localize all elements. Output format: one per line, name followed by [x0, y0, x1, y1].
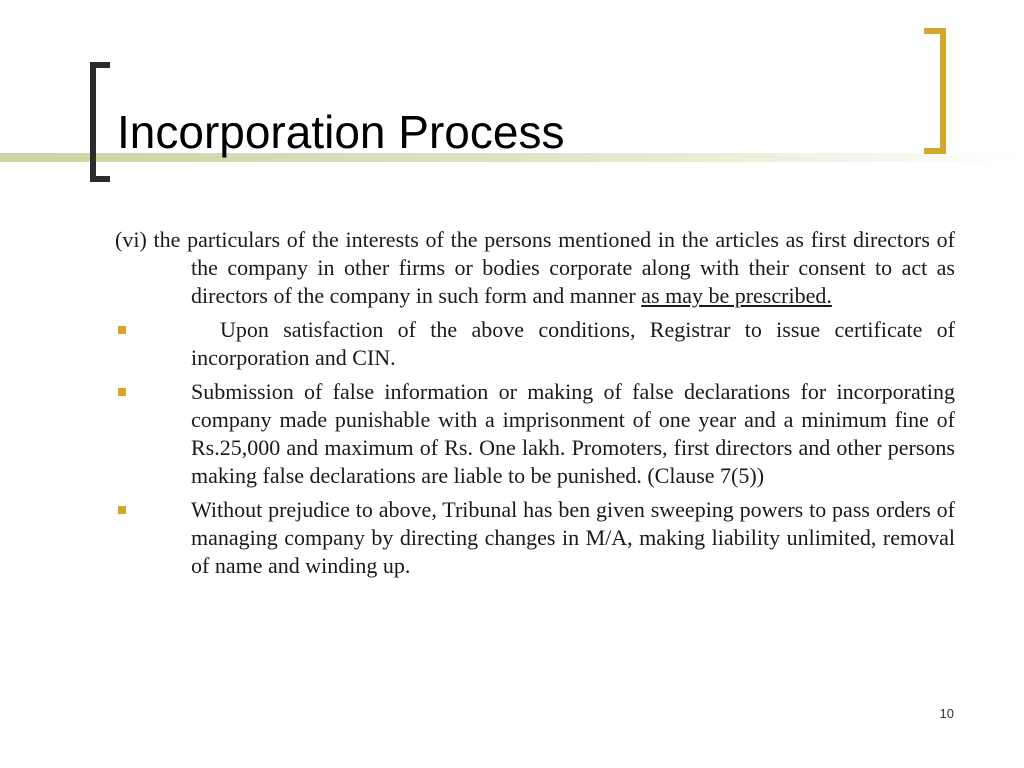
square-bullet-icon: [118, 326, 126, 334]
page-number: 10: [939, 706, 954, 721]
slide-title: Incorporation Process: [117, 106, 565, 158]
slide-body: [115, 226, 955, 586]
right-bracket-decoration: [924, 28, 946, 154]
underlined-text: as may be prescribed.: [641, 283, 832, 308]
list-item: [115, 226, 955, 310]
square-bullet-icon: [118, 506, 126, 514]
item-text: Without prejudice to above, Tribunal has ben given sweeping powers to pass orders of managing company by directing changes in M/A, making liability unlimited, removal of name and winding up.: [191, 497, 955, 578]
list-item: [115, 316, 955, 372]
list-item: [115, 378, 955, 490]
item-text: Submission of false information or making of false declarations for incorporating company made punishable with a imprisonment of one year and a minimum fine of Rs.25,000 and maximum of Rs. One lakh. Promoters, first directors and other persons making false declarations are liable to be punished. (Clause 7(5)): [191, 379, 955, 488]
left-bracket-decoration: [90, 62, 110, 182]
item-text: Upon satisfaction of the above conditions, Registrar to issue certificate of incorporation and CIN.: [191, 317, 955, 370]
square-bullet-icon: [118, 388, 126, 396]
list-item: [115, 496, 955, 580]
item-text: (vi) the particulars of the interests of the persons mentioned in the articles as first directors of the company in other firms or bodies corporate along with their consent to act as directors of the company in such form and manner: [115, 227, 955, 308]
